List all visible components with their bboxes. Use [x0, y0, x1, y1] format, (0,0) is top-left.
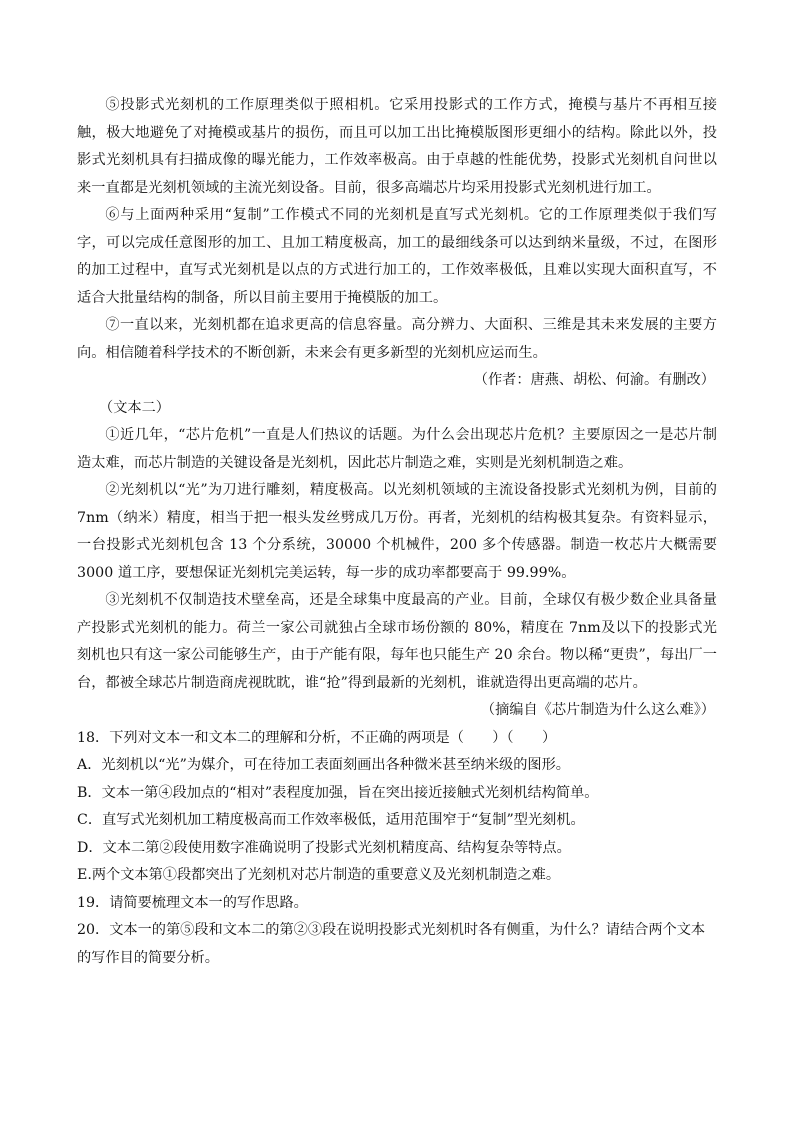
text1-paragraph-6: ⑥与上面两种采用“复制”工作模式不同的光刻机是直写式光刻机。它的工作原理类似于我们写字，可以完成任意图形的加工、且加工精度极高，加工的最细线条可以达到纳米量级，不过，在图形的加工过程中，直写式光刻机是以点的方式进行加工的，工作效率极低，且难以实现大面积直写，不适合大批量结构的制备，所以目前主要用于掩模版的加工。 — [77, 207, 717, 306]
question-19: 19．请简要梳理文本一的写作思路。 — [77, 894, 308, 911]
question-18-option-b: B．文本一第④段加点的“相对”表程度加强，旨在突出接近接触式光刻机结构简单。 — [77, 784, 599, 801]
question-18-option-e: E.两个文本第①段都突出了光刻机对芯片制造的重要意义及光刻机制造之难。 — [77, 867, 561, 883]
text2-paragraph-1: ①近几年，“芯片危机”一直是人们热议的话题。为什么会出现芯片危机？主要原因之一是芯片制造太难，而芯片制造的关键设备是光刻机，因此芯片制造之难，实则是光刻机制造之难。 — [77, 427, 717, 471]
question-20: 20．文本一的第⑤段和文本二的第②③段在说明投影式光刻机时各有侧重，为什么？请结合两个文本的写作目的简要分析。 — [77, 922, 706, 966]
question-18-option-d: D．文本二第②段使用数字准确说明了投影式光刻机精度高、结构复杂等特点。 — [77, 839, 571, 856]
text1-attribution: （作者：唐燕、胡松、何渝。有删改） — [473, 372, 715, 388]
text2-paragraph-2: ②光刻机以“光”为刀进行雕刻，精度极高。以光刻机领域的主流设备投影式光刻机为例，目前的 7nm（纳米）精度，相当于把一根头发丝劈成几万份。再者，光刻机的结构极其复杂。有资料显示，一台投影式光刻机包含 13 个分系统，30000 个机械件，200 多个传感器。制造一枚芯片大概需要 3000 道工序，要想保证光刻机完美运转，每一步的成功率都要高于 99.99%。 — [77, 482, 717, 581]
text1-paragraph-5: ⑤投影式光刻机的工作原理类似于照相机。它采用投影式的工作方式，掩模与基片不再相互接触，极大地避免了对掩模或基片的损伤，而且可以加工出比掩模版图形更细小的结构。除此以外，投影式光刻机具有扫描成像的曝光能力，工作效率极高。由于卓越的性能优势，投影式光刻机自问世以来一直都是光刻机领域的主流光刻设备。目前，很多高端芯片均采用投影式光刻机进行加工。 — [77, 97, 717, 196]
text2-paragraph-3: ③光刻机不仅制造技术壁垒高，还是全球集中度最高的产业。目前，全球仅有极少数企业具备量产投影式光刻机的能力。荷兰一家公司就独占全球市场份额的 80%，精度在 7nm及以下的投影式光刻机也只有这一家公司能够生产，由于产能有限，每年也只能生产 20 余台。物以稀“更贵”，每出厂一台，都被全球芯片制造商虎视眈眈，谁“抢”得到最新的光刻机，谁就造得出更高端的芯片。 — [77, 592, 717, 691]
text2-label: （文本二） — [99, 399, 170, 416]
text2-attribution: （摘编自《芯片制造为什么这么难》） — [480, 702, 715, 718]
question-18-option-a: A．光刻机以“光”为媒介，可在待加工表面刻画出各种微米甚至纳米级的图形。 — [77, 757, 570, 773]
question-18-option-c: C．直写式光刻机加工精度极高而工作效率极低，适用范围窄于“复制”型光刻机。 — [77, 812, 585, 828]
question-18-stem: 18．下列对文本一和文本二的理解和分析，不正确的两项是（ ）（ ） — [77, 729, 557, 746]
page-content — [77, 92, 717, 972]
text1-paragraph-7: ⑦一直以来，光刻机都在追求更高的信息容量。高分辨力、大面积、三维是其未来发展的主要方向。相信随着科学技术的不断创新，未来会有更多新型的光刻机应运而生。 — [77, 317, 717, 361]
